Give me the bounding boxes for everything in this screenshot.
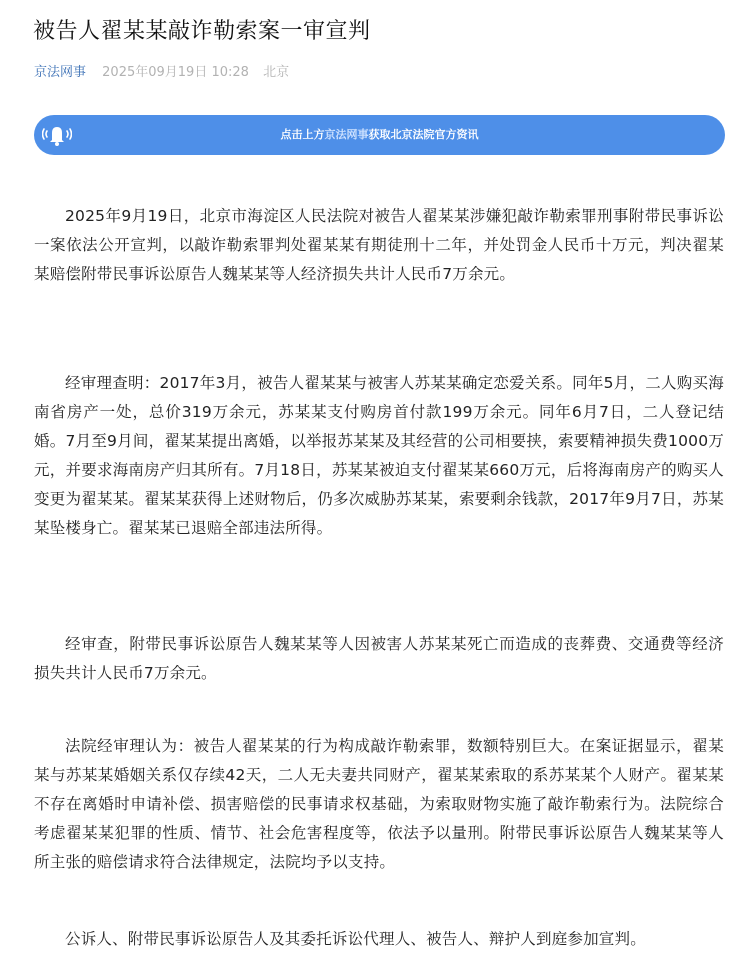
banner-text-before: 点击上方 bbox=[280, 128, 325, 141]
article-meta bbox=[34, 62, 289, 84]
article-location: 北京 bbox=[263, 65, 290, 80]
article-time: 2025年09月19日 10:28 bbox=[102, 65, 249, 80]
article-paragraph: 法院经审理认为：被告人翟某某的行为构成敲诈勒索罪，数额特别巨大。在案证据显示，翟某某与苏某某婚姻关系仅存续42天，二人无夫妻共同财产，翟某某索取的系苏某某个人财产。翟某某不存在离婚时申请补偿、损害赔偿的民事请求权基础，为索取财物实施了敲诈勒索行为。法院综合考虑翟某某犯罪的性质、情节、社会危害程度等，依法予以量刑。附带民事诉讼原告人魏某某等人所主张的赔偿请求符合法律规定，法院均予以支持。 bbox=[34, 737, 724, 871]
follow-banner[interactable] bbox=[34, 115, 725, 155]
article-paragraph: 经审理查明：2017年3月，被告人翟某某与被害人苏某某确定恋爱关系。同年5月，二人购买海南省房产一处，总价319万余元，苏某某支付购房首付款199万余元。同年6月7日，二人登记结婚。7月至9月间，翟某某提出离婚，以举报苏某某及其经营的公司相要挟，索要精神损失费1000万元，并要求海南房产归其所有。7月18日，苏某某被迫支付翟某某660万元，后将海南房产的购买人变更为翟某某。翟某某获得上述财物后，仍多次威胁苏某某，索要剩余钱款，2017年9月7日，苏某某坠楼身亡。翟某某已退赔全部违法所得。 bbox=[34, 374, 724, 537]
article-paragraph: 2025年9月19日，北京市海淀区人民法院对被告人翟某某涉嫌犯敲诈勒索罪刑事附带民事诉讼一案依法公开宣判，以敲诈勒索罪判处翟某某有期徒刑十二年，并处罚金人民币十万元，判决翟某某赔偿附带民事诉讼原告人魏某某等人经济损失共计人民币7万余元。 bbox=[34, 207, 724, 283]
article-source-link[interactable]: 京法网事 bbox=[34, 65, 87, 80]
banner-text-after: 获取北京法院官方资讯 bbox=[368, 128, 479, 141]
follow-banner-text bbox=[34, 115, 725, 155]
banner-account-name[interactable]: 京法网事 bbox=[324, 128, 369, 141]
article-title: 被告人翟某某敲诈勒索案一审宣判 bbox=[33, 19, 371, 44]
article-paragraph: 经审查，附带民事诉讼原告人魏某某等人因被害人苏某某死亡而造成的丧葬费、交通费等经济损失共计人民币7万余元。 bbox=[34, 635, 724, 682]
article-paragraph: 公诉人、附带民事诉讼原告人及其委托诉讼代理人、被告人、辩护人到庭参加宣判。 bbox=[65, 930, 646, 948]
